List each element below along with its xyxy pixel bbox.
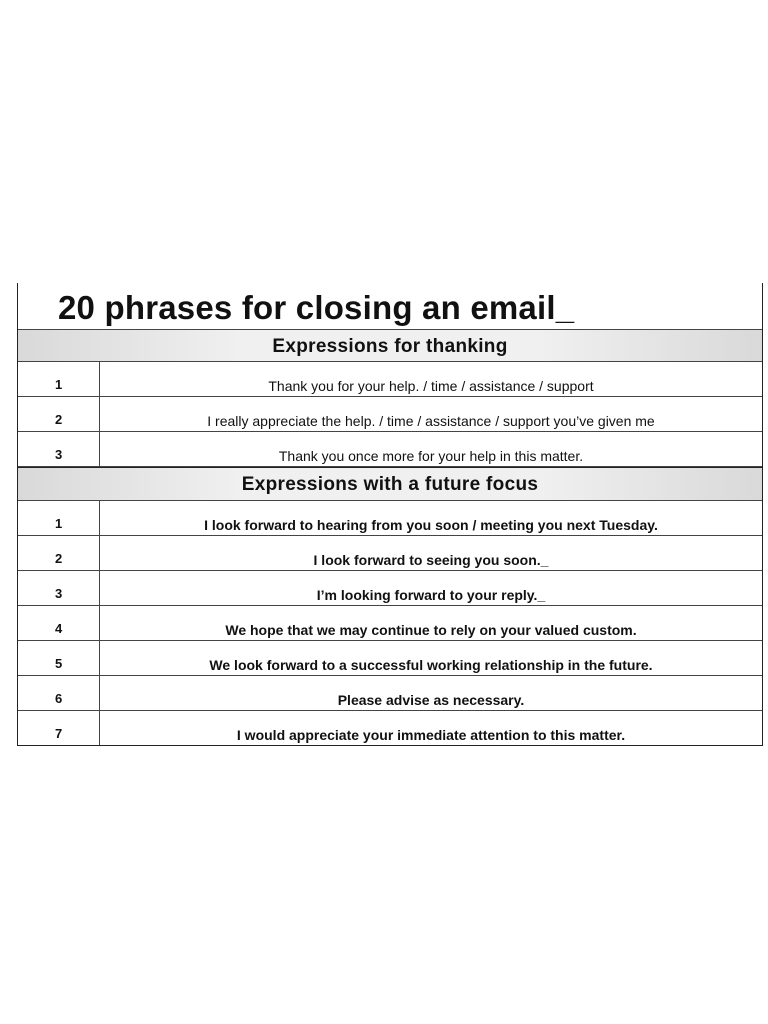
row-number: 3 [18, 571, 100, 605]
phrase-text: I look forward to hearing from you soon / meeting you next Tuesday. [204, 517, 658, 533]
row-number: 4 [18, 606, 100, 640]
table-row [18, 606, 762, 641]
table-row [18, 641, 762, 676]
phrase-text: I’m looking forward to your reply._ [316, 587, 546, 603]
phrase-text: I would appreciate your immediate attention to this matter. [236, 727, 626, 743]
row-number: 3 [18, 432, 100, 466]
table-row [18, 676, 762, 711]
page-title: 20 phrases for closing an email_ [58, 289, 575, 326]
row-number: 7 [18, 711, 100, 745]
phrase-text: We hope that we may continue to rely on your valued custom. [225, 622, 637, 638]
table-row [18, 397, 762, 432]
row-number: 2 [18, 536, 100, 570]
table-row [18, 362, 762, 397]
table-row [18, 432, 762, 467]
phrase-text: Please advise as necessary. [337, 692, 525, 708]
phrases-table [17, 283, 763, 746]
row-number: 1 [18, 501, 100, 535]
phrase-text: Thank you once more for your help in this matter. [278, 448, 584, 464]
table-row [18, 536, 762, 571]
table-row [18, 571, 762, 606]
row-number: 2 [18, 397, 100, 431]
table-row [18, 711, 762, 746]
title-row [18, 283, 762, 330]
phrase-text: I look forward to seeing you soon._ [313, 552, 549, 568]
row-number: 5 [18, 641, 100, 675]
phrase-text: We look forward to a successful working relationship in the future. [209, 657, 653, 673]
phrase-text: I really appreciate the help. / time / assistance / support you’ve given me [207, 413, 655, 429]
row-number: 6 [18, 676, 100, 710]
section-heading-future-focus: Expressions with a future focus [18, 467, 762, 501]
phrase-text: Thank you for your help. / time / assistance / support [268, 378, 594, 394]
future-focus-rows [18, 501, 762, 746]
row-number: 1 [18, 362, 100, 396]
section-heading-thanking: Expressions for thanking [18, 330, 762, 362]
table-row [18, 501, 762, 536]
